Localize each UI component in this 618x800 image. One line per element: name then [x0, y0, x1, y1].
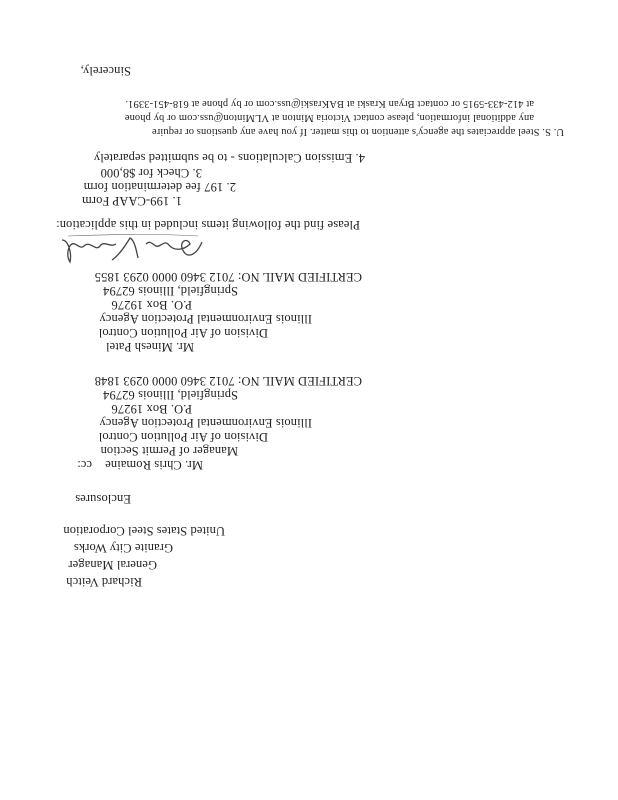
closing-para-line-3: at 412-433-5915 or contact Bryan Kraski at BAKraski@uss.com or by phone at 618-451-3391.	[125, 98, 534, 109]
enclosures-intro: Please find the following items included in this application:	[56, 218, 360, 232]
signer-title: General Manager	[68, 558, 157, 572]
cc2-line1: Division of Air Pollution Control	[98, 326, 268, 340]
closing-para-line-1: U. S. Steel appreciates the agency's attention to this matter. If you have any questions or require	[151, 126, 564, 137]
cc1-line3: Illinois Environmental Protection Agency	[99, 416, 312, 430]
signer-org-corp: United States Steel Corporation	[63, 524, 225, 538]
closing-para-line-2: any additional information, please contact Victoria Minton at VLMinton@uss.com or by phone	[124, 112, 534, 123]
cc1-line4: P.O. Box 19276	[111, 402, 192, 416]
cc1-mail: CERTIFIED MAIL NO: 7012 3460 0000 0293 1848	[94, 374, 362, 388]
cc1-line1: Manager of Permit Section	[100, 444, 238, 458]
enclosures-label: Enclosures	[75, 492, 131, 506]
cc2-line2: Illinois Environmental Protection Agency	[99, 312, 312, 326]
cc2-name: Mr. Minesh Patel	[105, 340, 194, 354]
cc-label: cc:	[77, 458, 92, 472]
signature-image	[58, 230, 208, 270]
signer-name: Richard Veitch	[66, 575, 142, 589]
cc2-line4: Springfield, Illinois 62794	[103, 284, 238, 298]
cc1-line5: Springfield, Illinois 62794	[103, 388, 238, 402]
enclosure-item-3: 3. Check for $8,000	[100, 166, 202, 180]
enclosure-item-4: 4. Emission Calculations - to be submitted separately	[93, 151, 365, 165]
cc2-mail: CERTIFIED MAIL NO: 7012 3460 0000 0293 1855	[94, 270, 362, 284]
cc1-line2: Division of Air Pollution Control	[98, 430, 268, 444]
enclosure-item-1: 1. 199-CAAP Form	[81, 194, 182, 208]
signer-org-works: Granite City Works	[73, 541, 173, 555]
cc2-line3: P.O. Box 19276	[111, 298, 192, 312]
enclosure-item-2: 2. 197 fee determination form	[83, 180, 236, 194]
cc1-name: Mr. Chris Romaine	[105, 458, 203, 472]
closing-sincerely: Sincerely,	[80, 64, 131, 78]
